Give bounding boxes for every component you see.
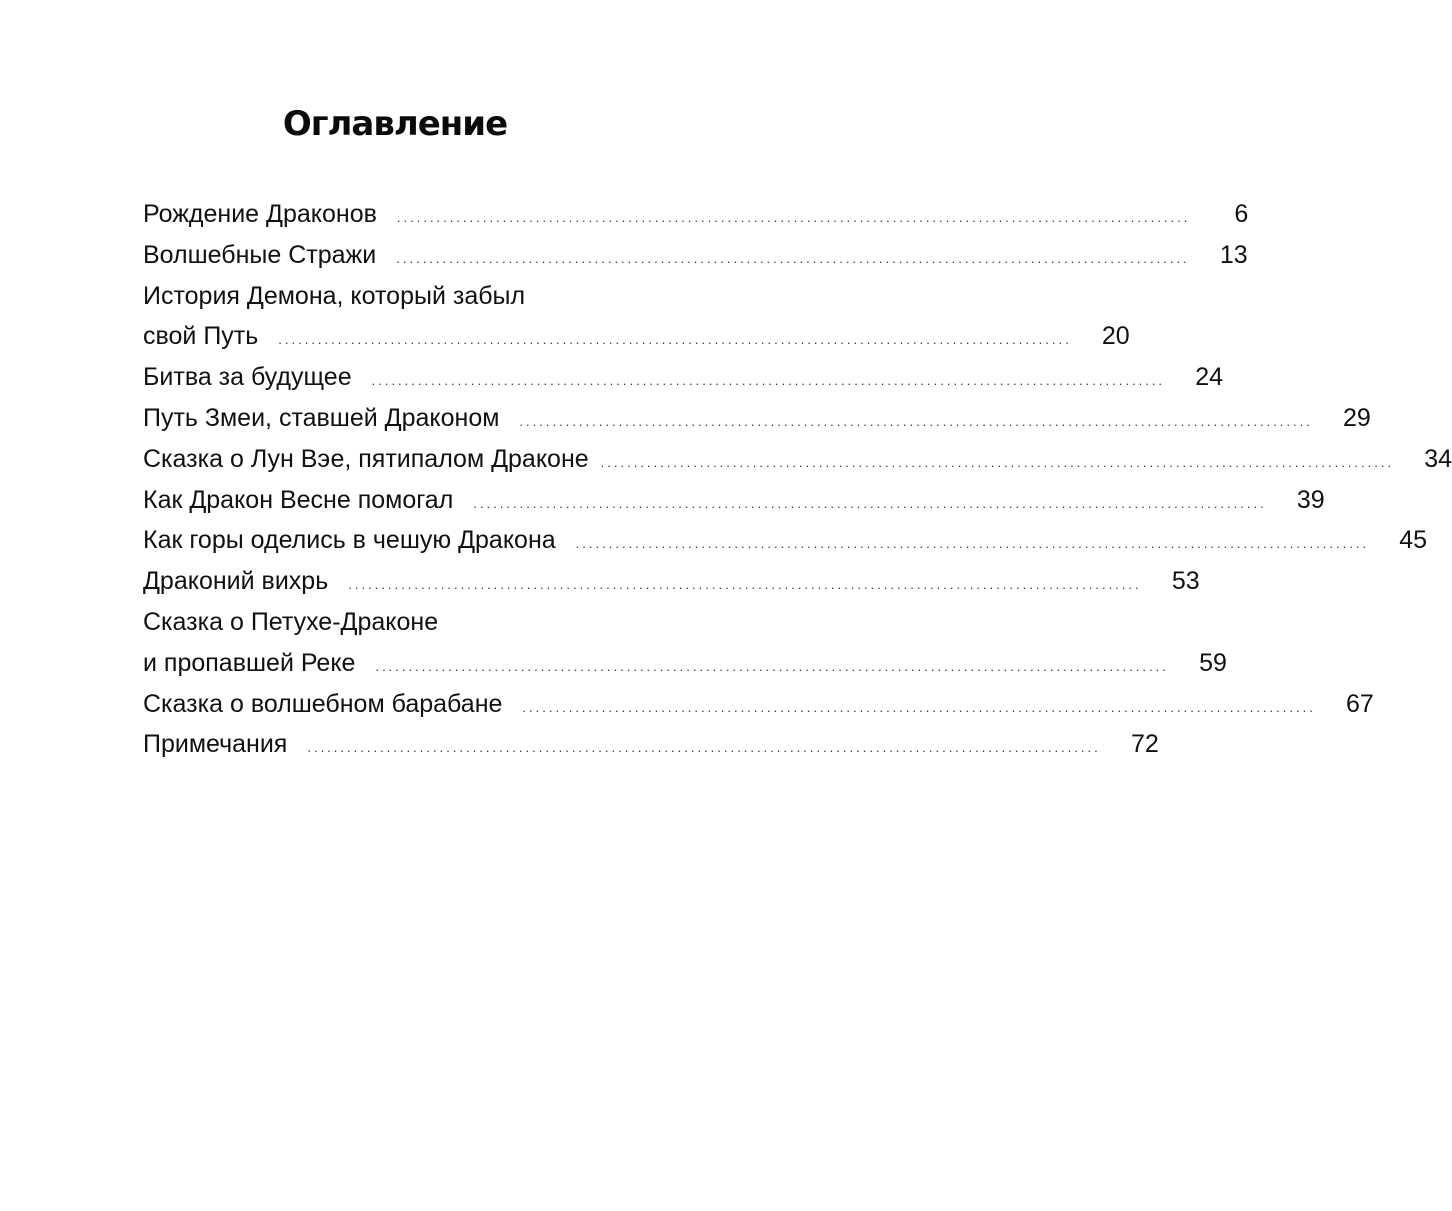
toc-entry[interactable] — [143, 316, 1130, 357]
dot-leader: ........................................................................................................................ — [396, 210, 1191, 225]
entry-page-number: 39 — [1296, 485, 1325, 514]
entry-title-continued: и пропавшей Реке — [143, 648, 356, 677]
toc-entry[interactable] — [143, 561, 1200, 602]
entry-page-number: 6 — [1234, 200, 1249, 228]
entry-title-continued: свой Путь — [143, 322, 259, 351]
toc-entry[interactable] — [143, 643, 1227, 684]
dot-leader: ........................................................................................................................ — [473, 495, 1267, 511]
toc-entry[interactable] — [143, 439, 1452, 480]
entry-title: Драконий вихрь — [143, 567, 329, 596]
entry-title: История Демона, который забыл — [143, 281, 526, 310]
entry-page-number: 20 — [1101, 322, 1130, 351]
entry-title: Рождение Драконов — [143, 200, 377, 228]
entry-page-number: 67 — [1346, 689, 1374, 718]
entry-title: Волшебные Стражи — [143, 240, 377, 269]
toc-entry[interactable] — [143, 398, 1371, 439]
toc-entry[interactable] — [143, 724, 1159, 765]
dot-leader: ........................................................................................................................ — [575, 536, 1370, 552]
toc-entry[interactable] — [143, 194, 1249, 235]
dot-leader: ........................................................................................................................ — [348, 577, 1142, 593]
entry-title: Битва за будущее — [143, 363, 352, 392]
entry-title: Сказка о Петухе-Драконе — [143, 607, 439, 636]
dot-leader: ........................................................................................................................ — [396, 250, 1190, 266]
entry-page-number: 34 — [1424, 444, 1452, 473]
dot-leader: ........................................................................................................................ — [307, 740, 1101, 756]
entry-page-number: 13 — [1219, 240, 1248, 269]
entry-page-number: 24 — [1195, 363, 1224, 392]
dot-leader: ........................................................................................................................ — [519, 413, 1313, 429]
entry-title: Сказка о волшебном барабане — [143, 689, 503, 718]
entry-page-number: 53 — [1171, 567, 1200, 596]
dot-leader: ........................................................................................................................ — [600, 454, 1395, 470]
entry-page-number: 72 — [1130, 730, 1159, 759]
entry-title: Путь Змеи, ставшей Драконом — [143, 403, 500, 432]
entry-page-number: 29 — [1343, 403, 1371, 432]
dot-leader: ........................................................................................................................ — [522, 699, 1316, 715]
toc-entry-first-line[interactable] — [143, 276, 716, 317]
entry-page-number: 59 — [1199, 648, 1227, 677]
dot-leader: ........................................................................................................................ — [371, 373, 1166, 389]
toc-entry[interactable] — [143, 684, 1374, 725]
dot-leader: ........................................................................................................................ — [375, 658, 1169, 674]
toc-entry[interactable] — [143, 480, 1325, 521]
toc-entry[interactable] — [143, 235, 1248, 276]
entry-title: Примечания — [143, 730, 288, 759]
dot-leader: ........................................................................................................................ — [278, 332, 1072, 348]
table-of-contents — [143, 194, 1452, 765]
entry-title: Сказка о Лун Вэе, пятипалом Драконе — [143, 444, 589, 473]
entry-title: Как Дракон Весне помогал — [143, 485, 454, 514]
toc-entry-first-line[interactable] — [143, 602, 716, 643]
entry-page-number: 45 — [1399, 526, 1428, 555]
toc-title: Оглавление — [282, 104, 508, 144]
toc-entry[interactable] — [143, 520, 1428, 561]
entry-title: Как горы оделись в чешую Дракона — [143, 526, 556, 555]
toc-entry[interactable] — [143, 357, 1224, 398]
